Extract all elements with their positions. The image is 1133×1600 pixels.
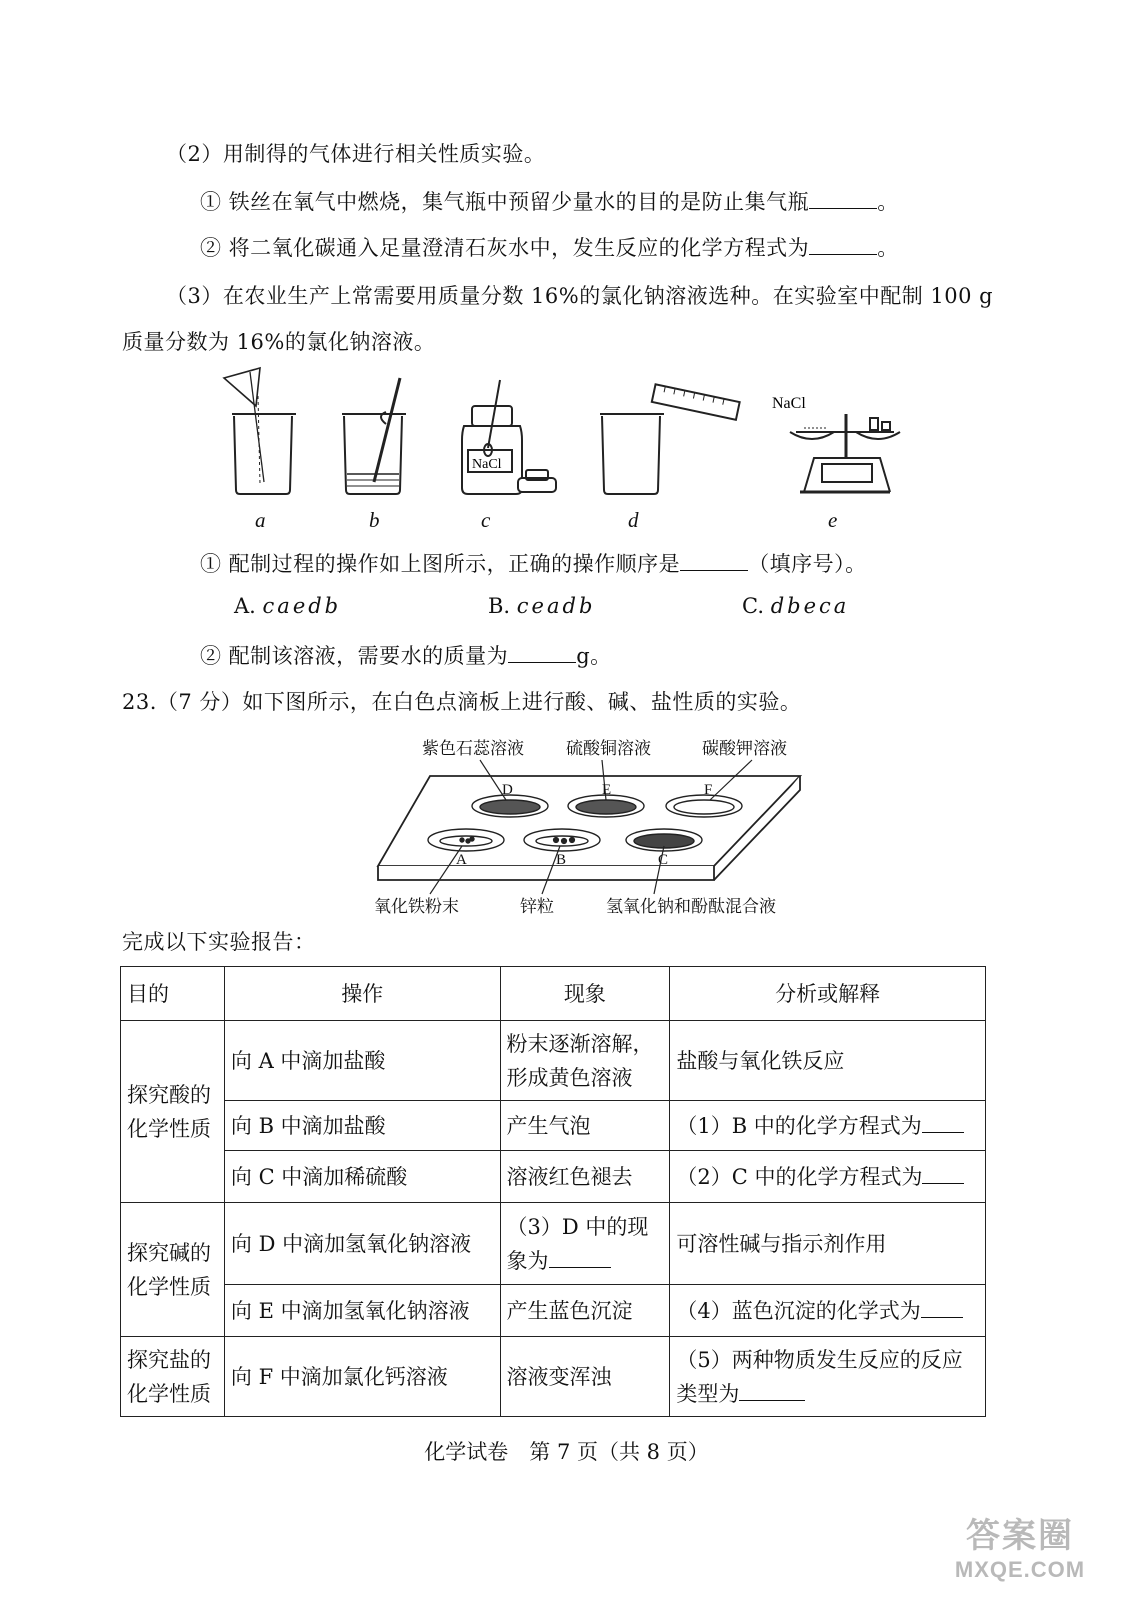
table-header-row (121, 967, 986, 1021)
balance-e-icon (790, 414, 900, 492)
phenomenon-cell: 产生蓝色沉淀 (500, 1285, 670, 1337)
option-key: C. (742, 594, 764, 618)
option-value: ceadb (516, 594, 596, 618)
header-operation: 操作 (224, 967, 500, 1021)
report-intro: 完成以下实验报告： (122, 930, 316, 954)
nacl-bottle-label: NaCl (472, 457, 502, 472)
phenomenon-cell: 溶液变浑浊 (500, 1337, 670, 1417)
experiment-report-table (120, 966, 986, 1417)
spot-plate-figure (370, 730, 810, 920)
well-label-c: C (658, 852, 669, 868)
phenomenon-cell (500, 1203, 670, 1285)
table-row (121, 1101, 986, 1151)
q2-statement-1 (200, 186, 899, 216)
q3-line-1: （3）在农业生产上常需要用质量分数 16%的氯化钠溶液选种。在实验室中配制 100 g (166, 284, 994, 308)
table-row (121, 1203, 986, 1285)
option-value: caedb (262, 594, 342, 618)
nacl-balance-label: NaCl (772, 395, 806, 412)
reagent-bottle-c-icon (462, 380, 556, 494)
option-key: B. (488, 594, 511, 618)
analysis-cell: 盐酸与氧化铁反应 (670, 1021, 986, 1101)
purpose-base: 探究碱的化学性质 (121, 1203, 225, 1337)
table-row (121, 1021, 986, 1101)
beaker-d-icon (600, 384, 740, 494)
analysis-cell (670, 1101, 986, 1151)
q2-s1-end: 。 (877, 190, 899, 214)
well-label-e: E (602, 782, 612, 798)
table-row (121, 1151, 986, 1203)
well-label-a: A (456, 852, 467, 868)
q2-statement-2 (200, 232, 899, 262)
beaker-b-icon (342, 378, 406, 494)
q3-s1-text: ① 配制过程的操作如上图所示，正确的操作顺序是 (200, 552, 681, 576)
watermark-logo: 答案圈 MXQE.COM (954, 1517, 1086, 1582)
operation-cell: 向 C 中滴加稀硫酸 (224, 1151, 500, 1203)
page-footer: 化学试卷 第 7 页（共 8 页） (424, 1440, 709, 1464)
header-purpose: 目的 (121, 967, 225, 1021)
purpose-salt: 探究盐的化学性质 (121, 1337, 225, 1417)
header-phenomenon: 现象 (500, 967, 670, 1021)
analysis-cell (670, 1285, 986, 1337)
operation-cell: 向 D 中滴加氢氧化钠溶液 (224, 1203, 500, 1285)
analysis-cell (670, 1151, 986, 1203)
answer-blank[interactable] (549, 1249, 611, 1268)
answer-blank[interactable] (508, 644, 576, 663)
analysis-cell (670, 1337, 986, 1417)
option-b[interactable] (488, 594, 595, 618)
phenomenon-cell: 溶液红色褪去 (500, 1151, 670, 1203)
operation-cell: 向 E 中滴加氢氧化钠溶液 (224, 1285, 500, 1337)
q3-s2-text: ② 配制该溶液，需要水的质量为 (200, 644, 509, 668)
answer-blank[interactable] (809, 190, 877, 209)
figure-label-e: e (828, 508, 838, 532)
figure-label-d: d (628, 508, 639, 532)
label-zinc: 锌粒 (520, 897, 554, 917)
analysis-text: （5）两种物质发生反应的反应类型为 (676, 1347, 963, 1406)
option-value: dbeca (770, 594, 850, 618)
q2-s2-end: 。 (877, 236, 899, 260)
figure-label-c: c (481, 508, 491, 532)
operation-cell: 向 A 中滴加盐酸 (224, 1021, 500, 1101)
table-row (121, 1337, 986, 1417)
phenomenon-cell: 产生气泡 (500, 1101, 670, 1151)
phenomenon-text: （3）D 中的现象为 (506, 1214, 649, 1273)
analysis-text: （1）B 中的化学方程式为 (676, 1113, 922, 1138)
answer-blank[interactable] (809, 236, 877, 255)
q23-heading: 23.（7 分）如下图所示，在白色点滴板上进行酸、碱、盐性质的实验。 (122, 690, 802, 714)
analysis-text: （4）蓝色沉淀的化学式为 (676, 1298, 921, 1323)
solution-prep-figure (200, 366, 920, 506)
q3-s2-end: g。 (576, 644, 612, 668)
label-iron-oxide: 氧化铁粉末 (374, 897, 459, 917)
label-copper-sulfate: 硫酸铜溶液 (566, 739, 651, 759)
option-key: A. (234, 594, 256, 618)
well-label-b: B (556, 852, 567, 868)
beaker-a-icon (224, 368, 296, 494)
q3-statement-2 (200, 640, 612, 670)
analysis-text: （2）C 中的化学方程式为 (676, 1164, 923, 1189)
phenomenon-cell: 粉末逐渐溶解，形成黄色溶液 (500, 1021, 670, 1101)
operation-cell: 向 B 中滴加盐酸 (224, 1101, 500, 1151)
option-a[interactable] (234, 594, 341, 618)
answer-blank[interactable] (922, 1165, 964, 1184)
well-label-d: D (502, 782, 513, 798)
q3-s1-end: （填序号）。 (748, 552, 867, 576)
header-analysis: 分析或解释 (670, 967, 986, 1021)
answer-blank[interactable] (739, 1382, 805, 1401)
option-c[interactable] (742, 594, 849, 618)
analysis-cell: 可溶性碱与指示剂作用 (670, 1203, 986, 1285)
q2-intro: （2）用制得的气体进行相关性质实验。 (166, 142, 546, 166)
label-litmus: 紫色石蕊溶液 (422, 739, 524, 759)
answer-blank[interactable] (922, 1114, 964, 1133)
figure-label-a: a (255, 508, 266, 532)
purpose-acid: 探究酸的化学性质 (121, 1021, 225, 1203)
operation-cell: 向 F 中滴加氯化钙溶液 (224, 1337, 500, 1417)
answer-blank[interactable] (921, 1299, 963, 1318)
label-potassium-carbonate: 碳酸钾溶液 (702, 739, 787, 759)
q2-s2-text: ② 将二氧化碳通入足量澄清石灰水中，发生反应的化学方程式为 (200, 236, 810, 260)
well-label-f: F (704, 782, 713, 798)
table-row (121, 1285, 986, 1337)
label-naoh-phenolphthalein: 氢氧化钠和酚酞混合液 (606, 897, 776, 917)
q3-statement-1 (200, 548, 867, 578)
answer-blank[interactable] (680, 552, 748, 571)
q2-s1-text: ① 铁丝在氧气中燃烧，集气瓶中预留少量水的目的是防止集气瓶 (200, 190, 810, 214)
q3-line-2: 质量分数为 16%的氯化钠溶液。 (122, 330, 436, 354)
figure-label-b: b (369, 508, 380, 532)
